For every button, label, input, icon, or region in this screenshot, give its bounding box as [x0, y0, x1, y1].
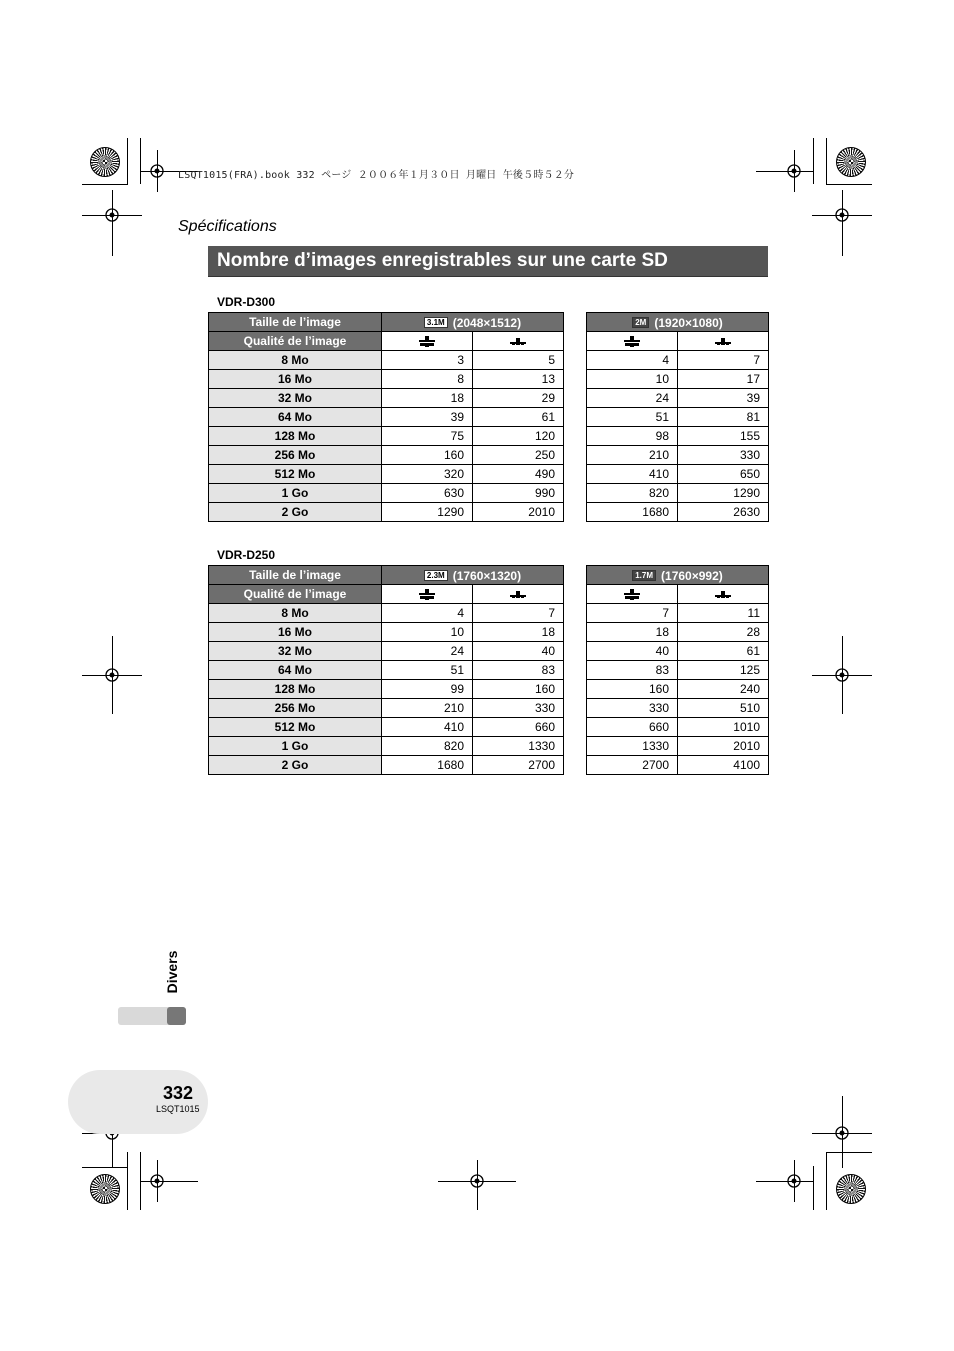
image-count-cell: 410 — [382, 718, 473, 737]
print-header-line: LSQT1015(FRA).book 332 ページ ２００６年１月３０日 月曜日 午後５時５２分 — [178, 170, 575, 181]
image-count-cell: 2630 — [678, 503, 769, 522]
image-count-cell: 5 — [473, 351, 564, 370]
card-capacity-label: 16 Mo — [209, 623, 382, 642]
image-count-cell: 410 — [587, 465, 678, 484]
page-code: LSQT1015 — [156, 1104, 200, 1114]
card-capacity-label: 8 Mo — [209, 604, 382, 623]
registration-mark-icon — [784, 1171, 804, 1191]
image-count-cell: 18 — [587, 623, 678, 642]
image-count-cell: 660 — [473, 718, 564, 737]
image-count-cell: 39 — [382, 408, 473, 427]
card-capacity-label: 32 Mo — [209, 389, 382, 408]
image-count-cell: 650 — [678, 465, 769, 484]
registration-mark-icon — [832, 1123, 852, 1143]
image-count-cell: 155 — [678, 427, 769, 446]
side-tab — [160, 946, 184, 998]
table-row — [209, 465, 769, 484]
starburst-mark-icon — [90, 147, 120, 177]
image-count-cell: 40 — [587, 642, 678, 661]
table-row — [209, 699, 769, 718]
image-count-cell: 210 — [382, 699, 473, 718]
card-capacity-label: 128 Mo — [209, 427, 382, 446]
image-count-cell: 210 — [587, 446, 678, 465]
image-count-cell: 11 — [678, 604, 769, 623]
table-row — [209, 389, 769, 408]
image-size-badge-icon: 2.3M — [424, 570, 448, 581]
image-count-cell: 2700 — [473, 756, 564, 775]
image-count-cell: 1290 — [678, 484, 769, 503]
table-row — [209, 756, 769, 775]
image-count-cell: 13 — [473, 370, 564, 389]
image-count-cell: 7 — [587, 604, 678, 623]
image-size-header — [382, 313, 564, 332]
size-row-label: Taille de l’image — [209, 313, 382, 332]
image-count-cell: 3 — [382, 351, 473, 370]
image-count-cell: 61 — [473, 408, 564, 427]
quality-fine-icon — [624, 336, 640, 347]
table-row — [209, 503, 769, 522]
image-count-cell: 29 — [473, 389, 564, 408]
table-row — [209, 408, 769, 427]
card-capacity-label: 2 Go — [209, 756, 382, 775]
image-count-cell: 250 — [473, 446, 564, 465]
registration-mark-icon — [784, 161, 804, 181]
image-count-cell: 330 — [587, 699, 678, 718]
registration-mark-icon — [832, 205, 852, 225]
image-count-cell: 8 — [382, 370, 473, 389]
image-count-cell: 28 — [678, 623, 769, 642]
model-label: VDR-D300 — [217, 295, 276, 309]
image-count-cell: 630 — [382, 484, 473, 503]
image-size-resolution: (1760×1320) — [452, 568, 522, 583]
image-size-resolution: (1760×992) — [661, 568, 723, 583]
page-number: 332 — [163, 1083, 194, 1103]
card-capacity-label: 256 Mo — [209, 446, 382, 465]
quality-header-cell — [587, 332, 678, 351]
image-size-badge-icon: 3.1M — [424, 317, 448, 328]
image-count-cell: 61 — [678, 642, 769, 661]
image-count-cell: 820 — [382, 737, 473, 756]
banner-title: Nombre d’images enregistrables sur une carte SD — [217, 250, 668, 271]
registration-mark-icon — [147, 1171, 167, 1191]
image-count-cell: 83 — [587, 661, 678, 680]
registration-mark-icon — [467, 1171, 487, 1191]
card-capacity-label: 64 Mo — [209, 661, 382, 680]
starburst-mark-icon — [90, 1174, 120, 1204]
quality-normal-icon — [715, 336, 731, 347]
table-row — [209, 680, 769, 699]
quality-row-label: Qualité de l’image — [209, 585, 382, 604]
image-count-cell: 510 — [678, 699, 769, 718]
image-count-cell: 4 — [587, 351, 678, 370]
image-count-cell: 330 — [678, 446, 769, 465]
image-count-cell: 160 — [587, 680, 678, 699]
card-capacity-label: 128 Mo — [209, 680, 382, 699]
image-count-cell: 81 — [678, 408, 769, 427]
image-count-cell: 1010 — [678, 718, 769, 737]
quality-header-cell — [382, 585, 473, 604]
image-count-cell: 1290 — [382, 503, 473, 522]
image-count-cell: 1330 — [473, 737, 564, 756]
image-count-cell: 51 — [587, 408, 678, 427]
table-row — [209, 718, 769, 737]
starburst-mark-icon — [836, 1174, 866, 1204]
card-capacity-label: 512 Mo — [209, 465, 382, 484]
card-capacity-label: 16 Mo — [209, 370, 382, 389]
image-count-cell: 40 — [473, 642, 564, 661]
image-count-cell: 160 — [382, 446, 473, 465]
size-row-label: Taille de l’image — [209, 566, 382, 585]
table-row — [209, 370, 769, 389]
card-capacity-label: 64 Mo — [209, 408, 382, 427]
section-title: Spécifications — [178, 218, 277, 235]
table-row — [209, 484, 769, 503]
image-count-cell: 4100 — [678, 756, 769, 775]
image-size-header — [382, 566, 564, 585]
card-capacity-label: 32 Mo — [209, 642, 382, 661]
image-count-cell: 1680 — [382, 756, 473, 775]
table-row — [209, 604, 769, 623]
image-count-cell: 39 — [678, 389, 769, 408]
model-label: VDR-D250 — [217, 548, 276, 562]
image-count-cell: 17 — [678, 370, 769, 389]
quality-header-cell — [678, 585, 769, 604]
image-count-cell: 820 — [587, 484, 678, 503]
side-tab-label: Divers — [164, 950, 180, 994]
image-count-cell: 83 — [473, 661, 564, 680]
image-count-cell: 320 — [382, 465, 473, 484]
card-capacity-label: 1 Go — [209, 484, 382, 503]
card-capacity-label: 8 Mo — [209, 351, 382, 370]
quality-normal-icon — [715, 589, 731, 600]
quality-header-cell — [473, 585, 564, 604]
image-count-cell: 160 — [473, 680, 564, 699]
table-row — [209, 661, 769, 680]
card-capacity-label: 2 Go — [209, 503, 382, 522]
table-row — [209, 427, 769, 446]
quality-header-cell — [587, 585, 678, 604]
image-count-cell: 75 — [382, 427, 473, 446]
card-capacity-label: 256 Mo — [209, 699, 382, 718]
registration-mark-icon — [832, 665, 852, 685]
table-row — [209, 351, 769, 370]
quality-header-cell — [473, 332, 564, 351]
image-count-cell: 1680 — [587, 503, 678, 522]
card-capacity-label: 512 Mo — [209, 718, 382, 737]
image-count-cell: 24 — [587, 389, 678, 408]
quality-row-label: Qualité de l’image — [209, 332, 382, 351]
image-size-badge-icon: 2M — [632, 317, 649, 328]
table-row — [209, 446, 769, 465]
image-count-cell: 990 — [473, 484, 564, 503]
registration-mark-icon — [147, 161, 167, 181]
registration-mark-icon — [102, 665, 122, 685]
image-count-cell: 10 — [382, 623, 473, 642]
image-count-cell: 125 — [678, 661, 769, 680]
image-count-cell: 240 — [678, 680, 769, 699]
image-count-cell: 120 — [473, 427, 564, 446]
capacity-table-vdr-d250 — [208, 565, 769, 775]
quality-header-cell — [678, 332, 769, 351]
image-count-cell: 7 — [678, 351, 769, 370]
image-count-cell: 24 — [382, 642, 473, 661]
starburst-mark-icon — [836, 147, 866, 177]
image-count-cell: 99 — [382, 680, 473, 699]
image-count-cell: 10 — [587, 370, 678, 389]
table-row — [209, 642, 769, 661]
card-capacity-label: 1 Go — [209, 737, 382, 756]
image-count-cell: 330 — [473, 699, 564, 718]
quality-fine-icon — [419, 336, 435, 347]
image-size-header — [587, 566, 769, 585]
image-count-cell: 490 — [473, 465, 564, 484]
image-count-cell: 2700 — [587, 756, 678, 775]
capacity-table-vdr-d300 — [208, 312, 769, 522]
image-count-cell: 4 — [382, 604, 473, 623]
image-count-cell: 51 — [382, 661, 473, 680]
image-count-cell: 18 — [382, 389, 473, 408]
image-count-cell: 2010 — [678, 737, 769, 756]
image-count-cell: 2010 — [473, 503, 564, 522]
image-size-header — [587, 313, 769, 332]
quality-fine-icon — [419, 589, 435, 600]
image-size-badge-icon: 1.7M — [632, 570, 656, 581]
image-count-cell: 1330 — [587, 737, 678, 756]
table-row — [209, 623, 769, 642]
image-count-cell: 660 — [587, 718, 678, 737]
side-tab-bar — [118, 1007, 186, 1025]
image-count-cell: 98 — [587, 427, 678, 446]
table-row — [209, 737, 769, 756]
image-size-resolution: (2048×1512) — [452, 315, 522, 330]
registration-mark-icon — [102, 205, 122, 225]
title-banner — [208, 246, 768, 277]
image-size-resolution: (1920×1080) — [654, 315, 723, 330]
image-count-cell: 7 — [473, 604, 564, 623]
quality-header-cell — [382, 332, 473, 351]
image-count-cell: 18 — [473, 623, 564, 642]
quality-normal-icon — [510, 589, 526, 600]
quality-normal-icon — [510, 336, 526, 347]
quality-fine-icon — [624, 589, 640, 600]
